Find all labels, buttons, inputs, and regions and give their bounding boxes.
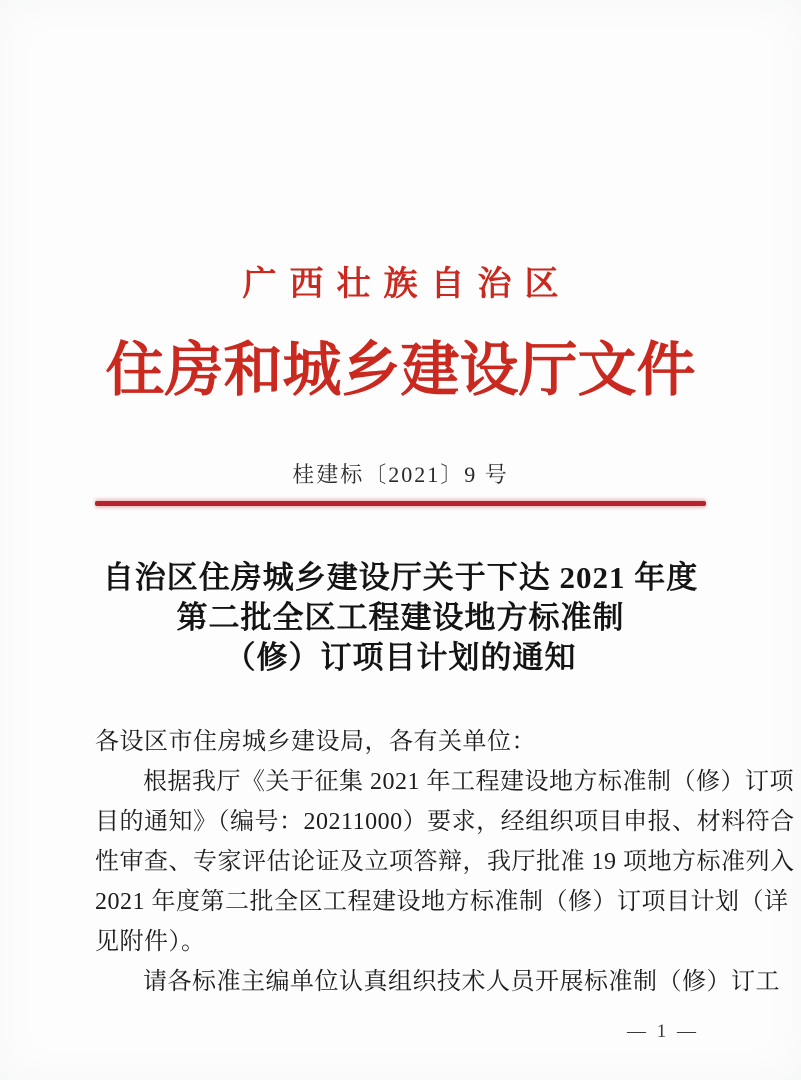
paragraph-1-line-4: 2021 年度第二批全区工程建设地方标准制（修）订项目计划（详 xyxy=(95,889,789,915)
letterhead-organization-name: 住房和城乡建设厅文件 xyxy=(105,337,696,403)
paragraph-1-line-1: 根据我厅《关于征集 2021 年工程建设地方标准制（修）订项 xyxy=(143,769,794,795)
paragraph-2-line-1: 请各标准主编单位认真组织技术人员开展标准制（修）订工 xyxy=(143,969,780,995)
page-number: — 1 — xyxy=(627,1021,699,1042)
letterhead-region-name: 广西壮族自治区 xyxy=(242,266,572,303)
salutation-line: 各设区市住房城乡建设局，各有关单位： xyxy=(95,729,536,755)
document-title-line-2: 第二批全区工程建设地方标准制 xyxy=(176,600,625,635)
paragraph-1-line-3: 性审查、专家评估论证及立项答辩，我厅批准 19 项地方标准列入 xyxy=(95,849,795,875)
paragraph-1-line-2: 目的通知》（编号：20211000）要求，经组织项目申报、材料符合 xyxy=(95,809,795,835)
paragraph-1-line-5: 见附件）。 xyxy=(95,929,206,955)
document-body xyxy=(95,722,795,1002)
document-title xyxy=(50,558,751,678)
document-reference-number: 桂建标〔2021〕9 号 xyxy=(292,462,509,487)
document-title-line-1: 自治区住房城乡建设厅关于下达 2021 年度 xyxy=(102,560,699,595)
letterhead-separator-line xyxy=(95,501,706,506)
document-title-line-3: （修）订项目计划的通知 xyxy=(224,640,577,675)
